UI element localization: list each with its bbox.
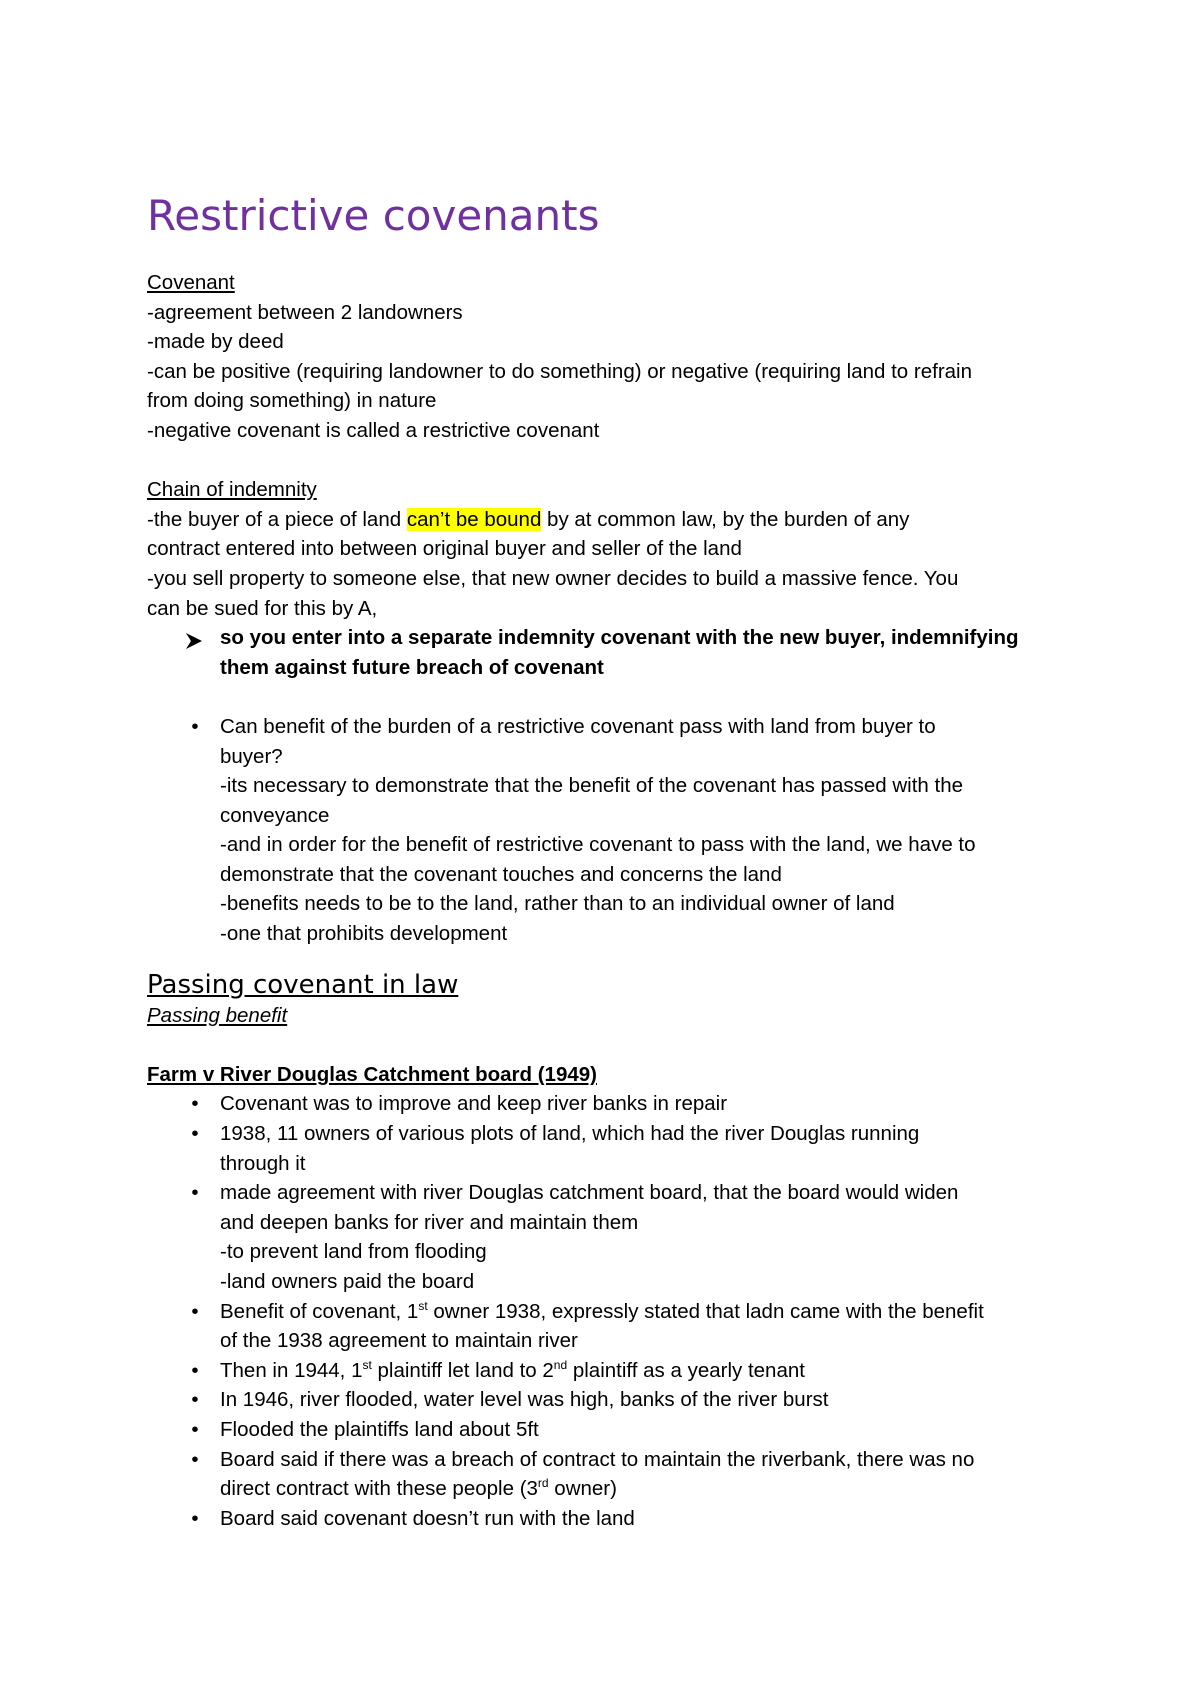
- list-item-line: -its necessary to demonstrate that the benefit of the covenant has passed with the: [220, 774, 963, 798]
- chain-line: can be sued for this by A,: [147, 596, 378, 620]
- superscript: rd: [537, 1476, 549, 1491]
- list-item: [147, 1089, 1067, 1119]
- covenant-line: -made by deed: [147, 330, 284, 354]
- section-subheading: Passing benefit: [147, 1003, 288, 1027]
- arrow-item-line: so you enter into a separate indemnity covenant with the new buyer, indemnifying: [220, 626, 1019, 650]
- text-run: Benefit of covenant, 1: [220, 1299, 419, 1323]
- text-run: plaintiff let land to 2: [371, 1358, 554, 1382]
- bullet-icon: •: [191, 1299, 199, 1323]
- list-item-line: and deepen banks for river and maintain them: [220, 1210, 639, 1234]
- document-body: [147, 188, 1067, 1533]
- list-item-line: [220, 1297, 1067, 1327]
- bullet-icon: •: [191, 1506, 199, 1530]
- list-item-line: -one that prohibits development: [220, 922, 508, 946]
- list-item-line: made agreement with river Douglas catchment board, that the board would widen: [220, 1181, 959, 1205]
- arrow-list-item: [147, 623, 1067, 682]
- text-run: plaintiff as a yearly tenant: [567, 1358, 805, 1382]
- text-run: owner): [548, 1477, 617, 1501]
- list-item-line: conveyance: [220, 803, 330, 827]
- spacer: [147, 1030, 1067, 1060]
- covenant-line: -negative covenant is called a restrictive covenant: [147, 418, 600, 442]
- list-item-line: -land owners paid the board: [220, 1270, 475, 1293]
- list-item-line: Can benefit of the burden of a restrictive covenant pass with land from buyer to: [220, 714, 936, 738]
- text-run: direct contract with these people (3: [220, 1477, 538, 1501]
- list-item-line: Board said covenant doesn’t run with the land: [220, 1506, 635, 1530]
- section-heading: Passing covenant in law: [147, 969, 459, 1000]
- list-item-line: demonstrate that the covenant touches and concerns the land: [220, 862, 782, 886]
- list-item: [147, 1178, 1067, 1296]
- list-item: [147, 1504, 1067, 1534]
- list-item: [147, 1385, 1067, 1415]
- chain-line: [147, 505, 1067, 535]
- bullet-icon: •: [191, 1388, 199, 1412]
- bullet-icon: •: [191, 714, 199, 738]
- list-item-line: [220, 1474, 1067, 1504]
- bullet-icon: •: [191, 1092, 199, 1116]
- list-item-line: buyer?: [220, 744, 283, 768]
- bullet-icon: •: [191, 1447, 199, 1471]
- covenant-heading: Covenant: [147, 271, 235, 294]
- list-item-line: -to prevent land from flooding: [220, 1240, 487, 1264]
- list-item-line: of the 1938 agreement to maintain river: [220, 1329, 578, 1353]
- list-item-line: Board said if there was a breach of contract to maintain the riverbank, there was no: [220, 1447, 975, 1471]
- arrow-icon: [185, 629, 203, 659]
- list-item: [147, 1356, 1067, 1386]
- spacer: [147, 446, 1067, 476]
- spacer: [147, 949, 1067, 969]
- bullet-icon: •: [191, 1181, 199, 1205]
- list-item-line: Flooded the plaintiffs land about 5ft: [220, 1417, 539, 1441]
- chain-heading: Chain of indemnity: [147, 478, 317, 502]
- list-item-line: -and in order for the benefit of restrictive covenant to pass with the land, we have to: [220, 833, 976, 857]
- superscript: st: [362, 1357, 372, 1372]
- list-item: [147, 712, 1067, 949]
- list-item-line: -benefits needs to be to the land, rather than to an individual owner of land: [220, 892, 895, 916]
- highlighted-text: can’t be bound: [406, 507, 542, 531]
- list-item: [147, 1119, 1067, 1178]
- list-item: [147, 1445, 1067, 1504]
- list-item-line: [220, 1356, 1067, 1386]
- chain-text: by at common law, by the burden of any: [541, 507, 910, 531]
- covenant-line: from doing something) in nature: [147, 389, 437, 413]
- covenant-line: -agreement between 2 landowners: [147, 300, 463, 324]
- covenant-line: -can be positive (requiring landowner to do something) or negative (requiring land to refrain: [147, 359, 973, 383]
- list-item-line: 1938, 11 owners of various plots of land, which had the river Douglas running: [220, 1122, 920, 1146]
- list-item-line: through it: [220, 1151, 306, 1175]
- superscript: nd: [553, 1357, 568, 1372]
- list-item: [147, 1297, 1067, 1356]
- list-item-line: Covenant was to improve and keep river banks in repair: [220, 1092, 728, 1116]
- text-run: Then in 1944, 1: [220, 1358, 363, 1382]
- spacer: [147, 682, 1067, 712]
- list-item-line: In 1946, river flooded, water level was high, banks of the river burst: [220, 1388, 829, 1412]
- bullet-icon: •: [191, 1122, 199, 1146]
- chain-line: -you sell property to someone else, that new owner decides to build a massive fence. You: [147, 566, 959, 590]
- chain-line: contract entered into between original buyer and seller of the land: [147, 537, 742, 561]
- chain-text: -the buyer of a piece of land: [147, 507, 407, 531]
- text-run: owner 1938, expressly stated that ladn came with the benefit: [427, 1299, 984, 1323]
- bullet-icon: •: [191, 1358, 199, 1382]
- arrow-item-line: them against future breach of covenant: [220, 655, 604, 679]
- list-item: [147, 1415, 1067, 1445]
- superscript: st: [418, 1298, 428, 1313]
- case-title: Farm v River Douglas Catchment board (1949): [147, 1062, 597, 1086]
- document-title: Restrictive covenants: [147, 191, 600, 240]
- bullet-icon: •: [191, 1417, 199, 1441]
